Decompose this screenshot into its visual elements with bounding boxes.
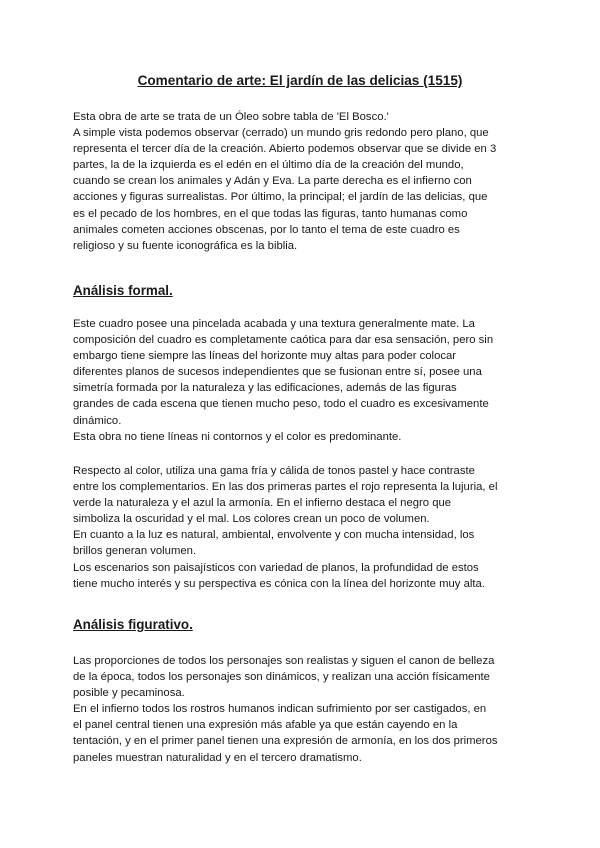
text-line: verde la naturaleza y el azul la armonía. En el infierno destaca el negro que [73,497,452,510]
text-line: religioso y su fuente iconográfica es la biblia. [73,239,298,252]
text-line: de la época, todos los personajes son dinámicos, y realizan una acción físicamente [73,671,490,684]
text-line: es el pecado de los hombres, en el que todas las figuras, tanto humanas como [73,207,468,220]
text-line: simboliza la oscuridad y el mal. Los colores crean un poco de volumen. [73,513,430,526]
text-line: Las proporciones de todos los personajes son realistas y siguen el canon de belleza [73,655,495,667]
text-line: composición del cuadro es completamente caótica para dar esa sensación, pero sin [73,334,494,347]
page-title: Comentario de arte: El jardín de las delicias (1515) [137,73,463,88]
section-heading-formal: Análisis formal. [73,283,173,298]
text-line: acciones y figuras surrealistas. Por último, la principal; el jardín de las delicias, que [73,191,488,204]
figurativo-paragraph [73,653,543,766]
formal-paragraph-1 [73,316,543,445]
text-line: Esta obra no tiene líneas ni contornos y el color es predominante. [73,430,402,443]
formal-paragraph-2 [73,463,543,592]
section-heading-figurativo: Análisis figurativo. [73,617,193,632]
text-line: grandes de cada escena que tienen mucho peso, todo el cuadro es excesivamente [73,398,489,411]
text-line: embargo tiene siempre las líneas del horizonte muy altas para poder colocar [73,350,457,363]
text-line: brillos generan volumen. [73,545,197,558]
text-line: Este cuadro posee una pincelada acabada y una textura generalmente mate. La [73,318,475,330]
text-line: cuando se crean los animales y Adán y Eva. La parte derecha es el infierno con [73,175,472,188]
text-line: entre los complementarios. En las dos primeras partes el rojo representa la lujuria, el [73,481,498,494]
text-line: animales cometen acciones obscenas, por lo tanto el tema de este cuadro es [73,223,460,236]
text-line: tentación, y en el primer panel tienen una expresión de armonía, en los dos primeros [73,735,498,748]
text-line: Respecto al color, utiliza una gama fría y cálida de tonos pastel y hace contraste [73,465,475,477]
text-line: paneles muestran naturalidad y en el tercero dramatismo. [73,751,362,764]
text-line: diferentes planos de sucesos independientes que se fusionan entre sí, posee una [73,366,482,379]
text-line: partes, la de la izquierda es el edén en el último día de la creación del mundo, [73,159,464,172]
text-line: Los escenarios son paisajísticos con variedad de planos, la profundidad de estos [73,561,479,574]
text-line: Esta obra de arte se trata de un Óleo sobre tabla de 'El Bosco.' [73,111,389,123]
text-line: tiene mucho interés y su perspectiva es cónica con la línea del horizonte muy alta. [73,577,485,590]
intro-paragraph [73,109,543,254]
text-line: posible y pecaminosa. [73,687,185,700]
text-line: En el infierno todos los rostros humanos indican sufrimiento por ser castigados, en [73,703,487,716]
text-line: dinámico. [73,414,122,427]
text-line: representa el tercer día de la creación. Abierto podemos observar que se divide en 3 [73,143,497,156]
text-line: En cuanto a la luz es natural, ambiental, envolvente y con mucha intensidad, los [73,529,475,542]
text-line: simetría formada por la naturaleza y las edificaciones, además de las figuras [73,382,457,395]
text-line: A simple vista podemos observar (cerrado) un mundo gris redondo pero plano, que [73,127,489,140]
text-line: el panel central tienen una expresión más afable ya que están cayendo en la [73,719,458,732]
